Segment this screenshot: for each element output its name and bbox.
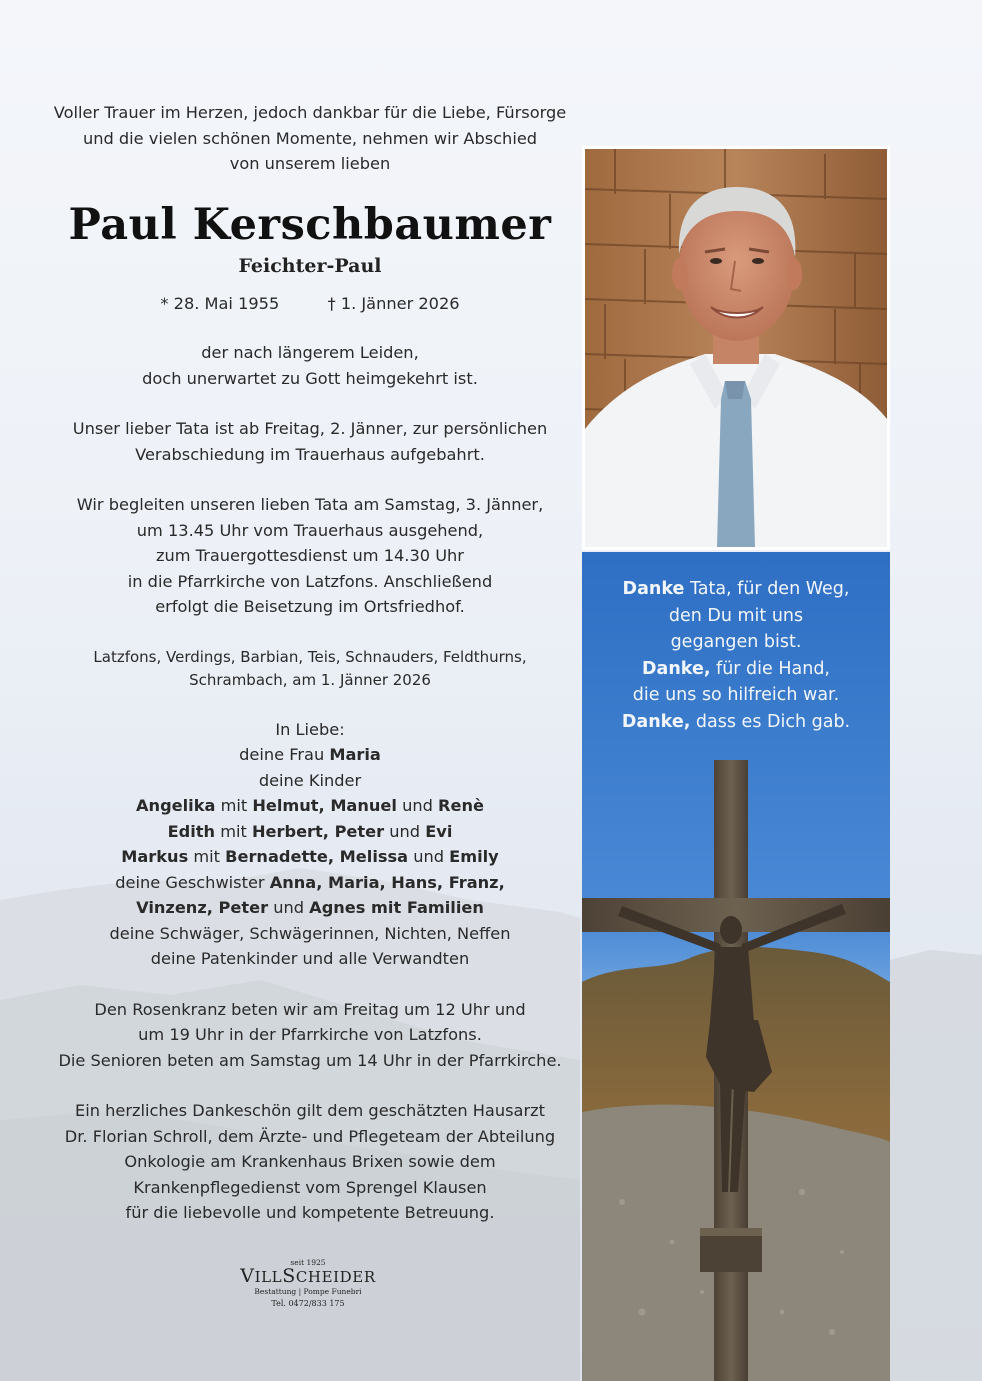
deceased-nickname: Feichter-Paul: [238, 254, 382, 277]
thanks-text: Ein herzliches Dankeschön gilt dem geschätzten Hausarzt Dr. Florian Schroll, dem Ärzte- und Pflegeteam der Abteilung Onkologie am Krankenhaus Brixen sowie dem Krankenpflegedienst vom Sprengel Klausen für die liebevolle und kompetente Betreuung.: [64, 1101, 556, 1222]
place-and-date: Latzfons, Verdings, Barbian, Teis, Schnauders, Feldthurns, Schrambach, am 1. Jänner 2026: [93, 647, 527, 689]
birth-date: * 28. Mai 1955: [160, 293, 280, 313]
logo-brand: VILLSCHEIDER: [240, 1265, 376, 1287]
passing-text: der nach längerem Leiden, doch unerwartet zu Gott heimgekehrt ist.: [142, 343, 478, 388]
obituary-text: [40, 100, 580, 1226]
mourner-siblings-2: Vinzenz, Peter und Agnes mit Familien: [136, 898, 484, 917]
mourner-family-1: Angelika mit Helmut, Manuel und Renè: [136, 796, 484, 815]
mourner-family-3: Markus mit Bernadette, Melissa und Emily: [121, 847, 499, 866]
poem-text: Danke Tata, für den Weg, den Du mit uns gegangen bist. Danke, für die Hand, die uns so hilfreich war. Danke, dass es Dich gab.: [621, 579, 851, 732]
life-dates: [40, 291, 580, 317]
mourner-siblings: deine Geschwister Anna, Maria, Hans, Franz,: [115, 872, 505, 892]
rosary-text: Den Rosenkranz beten wir am Freitag um 12 Uhr und um 19 Uhr in der Pfarrkirche von Latzfons. Die Senioren beten am Samstag um 14 Uhr in der Pfarrkirche.: [58, 999, 562, 1070]
portrait-frame: [582, 146, 890, 550]
crucifix-panel: [582, 552, 890, 1381]
laying-out-text: Unser lieber Tata ist ab Freitag, 2. Jänner, zur persönlichen Verabschiedung im Trauerhaus aufgebahrt.: [72, 419, 548, 464]
funeral-text: Wir begleiten unseren lieben Tata am Samstag, 3. Jänner, um 13.45 Uhr vom Trauerhaus ausgehend, zum Trauergottesdienst um 14.30 Uhr in die Pfarrkirche von Latzfons. Anschließend erfolgt die Beisetzung im Ortsfriedhof.: [76, 495, 544, 616]
mourner-family-2: Edith mit Herbert, Peter und Evi: [167, 821, 453, 841]
intro-text: Voller Trauer im Herzen, jedoch dankbar für die Liebe, Fürsorge und die vielen schönen Momente, nehmen wir Abschied von unserem lieben: [53, 103, 567, 173]
portrait-photo: [585, 149, 887, 547]
mourners-list: In Liebe: deine Frau Maria deine Kinder Angelika mit Helmut, Manuel und Renè Edith mit Herbert, Peter und Evi Markus mit Bernadette, Melissa und Emily deine Geschwister Anna, Maria, Hans, Franz, Vinzenz, Peter und Agnes mit Familien deine Schwäger, Schwägerinnen, Nichten, Neffen deine Patenkinder und alle Verwandten: [40, 717, 580, 972]
death-date: † 1. Jänner 2026: [327, 293, 460, 313]
deceased-name: Paul Kerschbaumer: [68, 199, 552, 250]
funeral-home-logo: seit 1925 VILLSCHEIDER Bestattung | Pompe Funebri Tel. 0472/833 175: [238, 1258, 378, 1311]
mourner-wife: deine Frau Maria: [239, 745, 381, 764]
